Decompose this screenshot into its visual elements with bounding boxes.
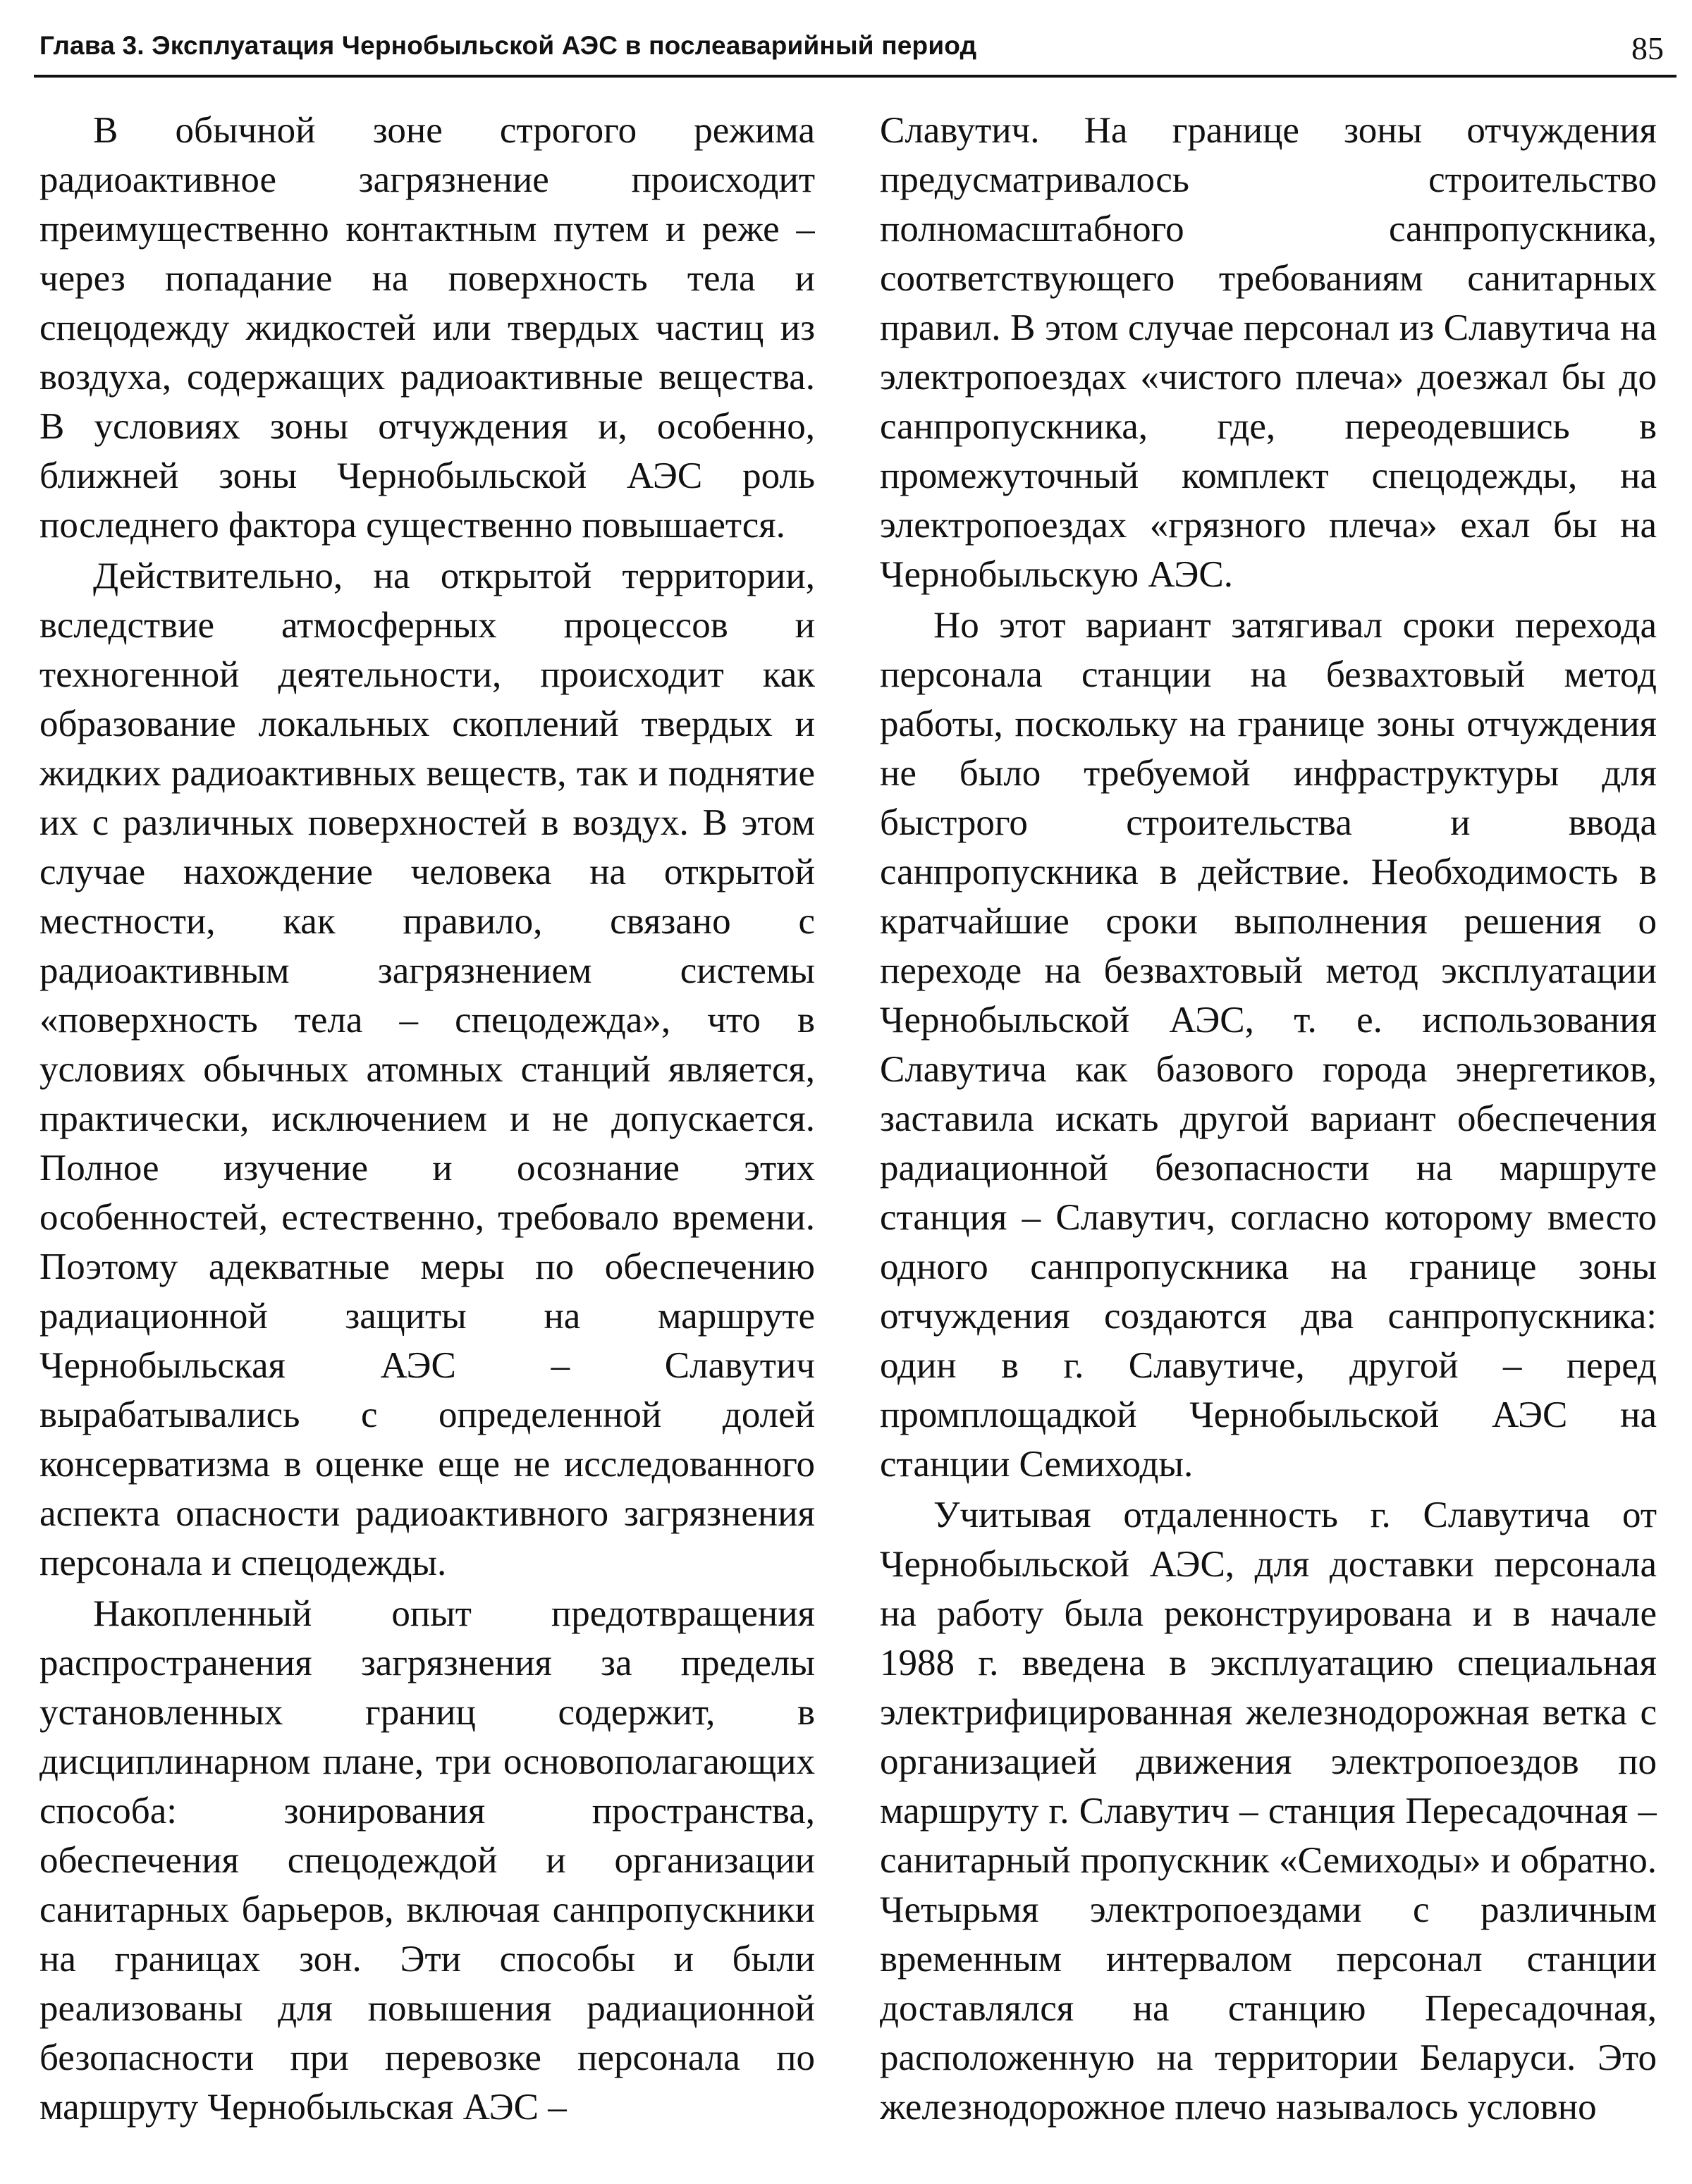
left-column (39, 106, 815, 2178)
right-column (880, 106, 1657, 2178)
paragraph: Накопленный опыт предотвращения распространения загрязнения за пределы установленных границ содержит, в дисциплинарном плане, три основополагающих способа: зонирования пространства, обеспечения спецодеждой и организации санитарных барьеров, включая санпропускники на границах зон. Эти способы и были реализованы для повышения радиационной безопасности при перевозке персонала по маршруту Чернобыльская АЭС – (39, 1593, 815, 2128)
paragraph: Действительно, на открытой территории, вследствие атмосферных процессов и техногенной деятельности, происходит как образование локальных скоплений твердых и жидких радиоактивных веществ, так и поднятие их с различных поверхностей в воздух. В этом случае нахождение человека на открытой местности, как правило, связано с радиоактивным загрязнением системы «поверхность тела – спецодежда», что в условиях обычных атомных станций является, практически, исключением и не допускается. Полное изучение и осознание этих особенностей, естественно, требовало времени. Поэтому адекватные меры по обеспечению радиационной защиты на маршруте Чернобыльская АЭС – Славутич вырабатывались с определенной долей консерватизма в оценке еще не исследованного аспекта опасности радиоактивного загрязнения персонала и спецодежды. (39, 556, 815, 1583)
paragraph: В обычной зоне строгого режима радиоактивное загрязнение происходит преимущественно контактным путем и реже – через попадание на поверхность тела и спецодежду жидкостей или твердых частиц из воздуха, содержащих радиоактивные вещества. В условиях зоны отчуждения и, особенно, ближней зоны Чернобыльской АЭС роль последнего фактора существенно повышается. (39, 110, 815, 546)
page-number: 85 (1631, 30, 1664, 66)
paragraph: Но этот вариант затягивал сроки перехода персонала станции на безвахтовый метод работы, поскольку на границе зоны отчуждения не было требуемой инфраструктуры для быстрого строительства и ввода санпропускника в действие. Необходимость в кратчайшие сроки выполнения решения о переходе на безвахтовый метод эксплуатации Чернобыльской АЭС, т. е. использования Славутича как базового города энергетиков, заставила искать другой вариант обеспечения радиационной безопасности на маршруте станция – Славутич, согласно которому вместо одного санпропускника на границе зоны отчуждения создаются два санпропускника: один в г. Славутиче, другой – перед промплощадкой Чернобыльской АЭС на станции Семиходы. (880, 605, 1657, 1485)
paragraph-continued: Славутич. На границе зоны отчуждения предусматривалось строительство полномасштабного санпропускника, соответствующего требованиям санитарных правил. В этом случае персонал из Славутича на электропоездах «чистого плеча» доезжал бы до санпропускника, где, переодевшись в промежуточный комплект спецодежды, на электропоездах «грязного плеча» ехал бы на Чернобыльскую АЭС. (880, 110, 1657, 595)
running-header (34, 28, 1676, 78)
chapter-title: Глава 3. Эксплуатация Чернобыльской АЭС в послеаварийный период (39, 31, 977, 60)
paragraph: Учитывая отдаленность г. Славутича от Чернобыльской АЭС, для доставки персонала на работу была реконструирована и в начале 1988 г. введена в эксплуатацию специальная электрифицированная железнодорожная ветка с организацией движения электропоездов по маршруту г. Славутич – станция Пересадочная – санитарный пропускник «Семиходы» и обратно. Четырьмя электропоездами с различным временным интервалом персонал станции доставлялся на станцию Пересадочная, расположенную на территории Беларуси. Это железнодорожное плечо называлось условно (880, 1495, 1657, 2128)
